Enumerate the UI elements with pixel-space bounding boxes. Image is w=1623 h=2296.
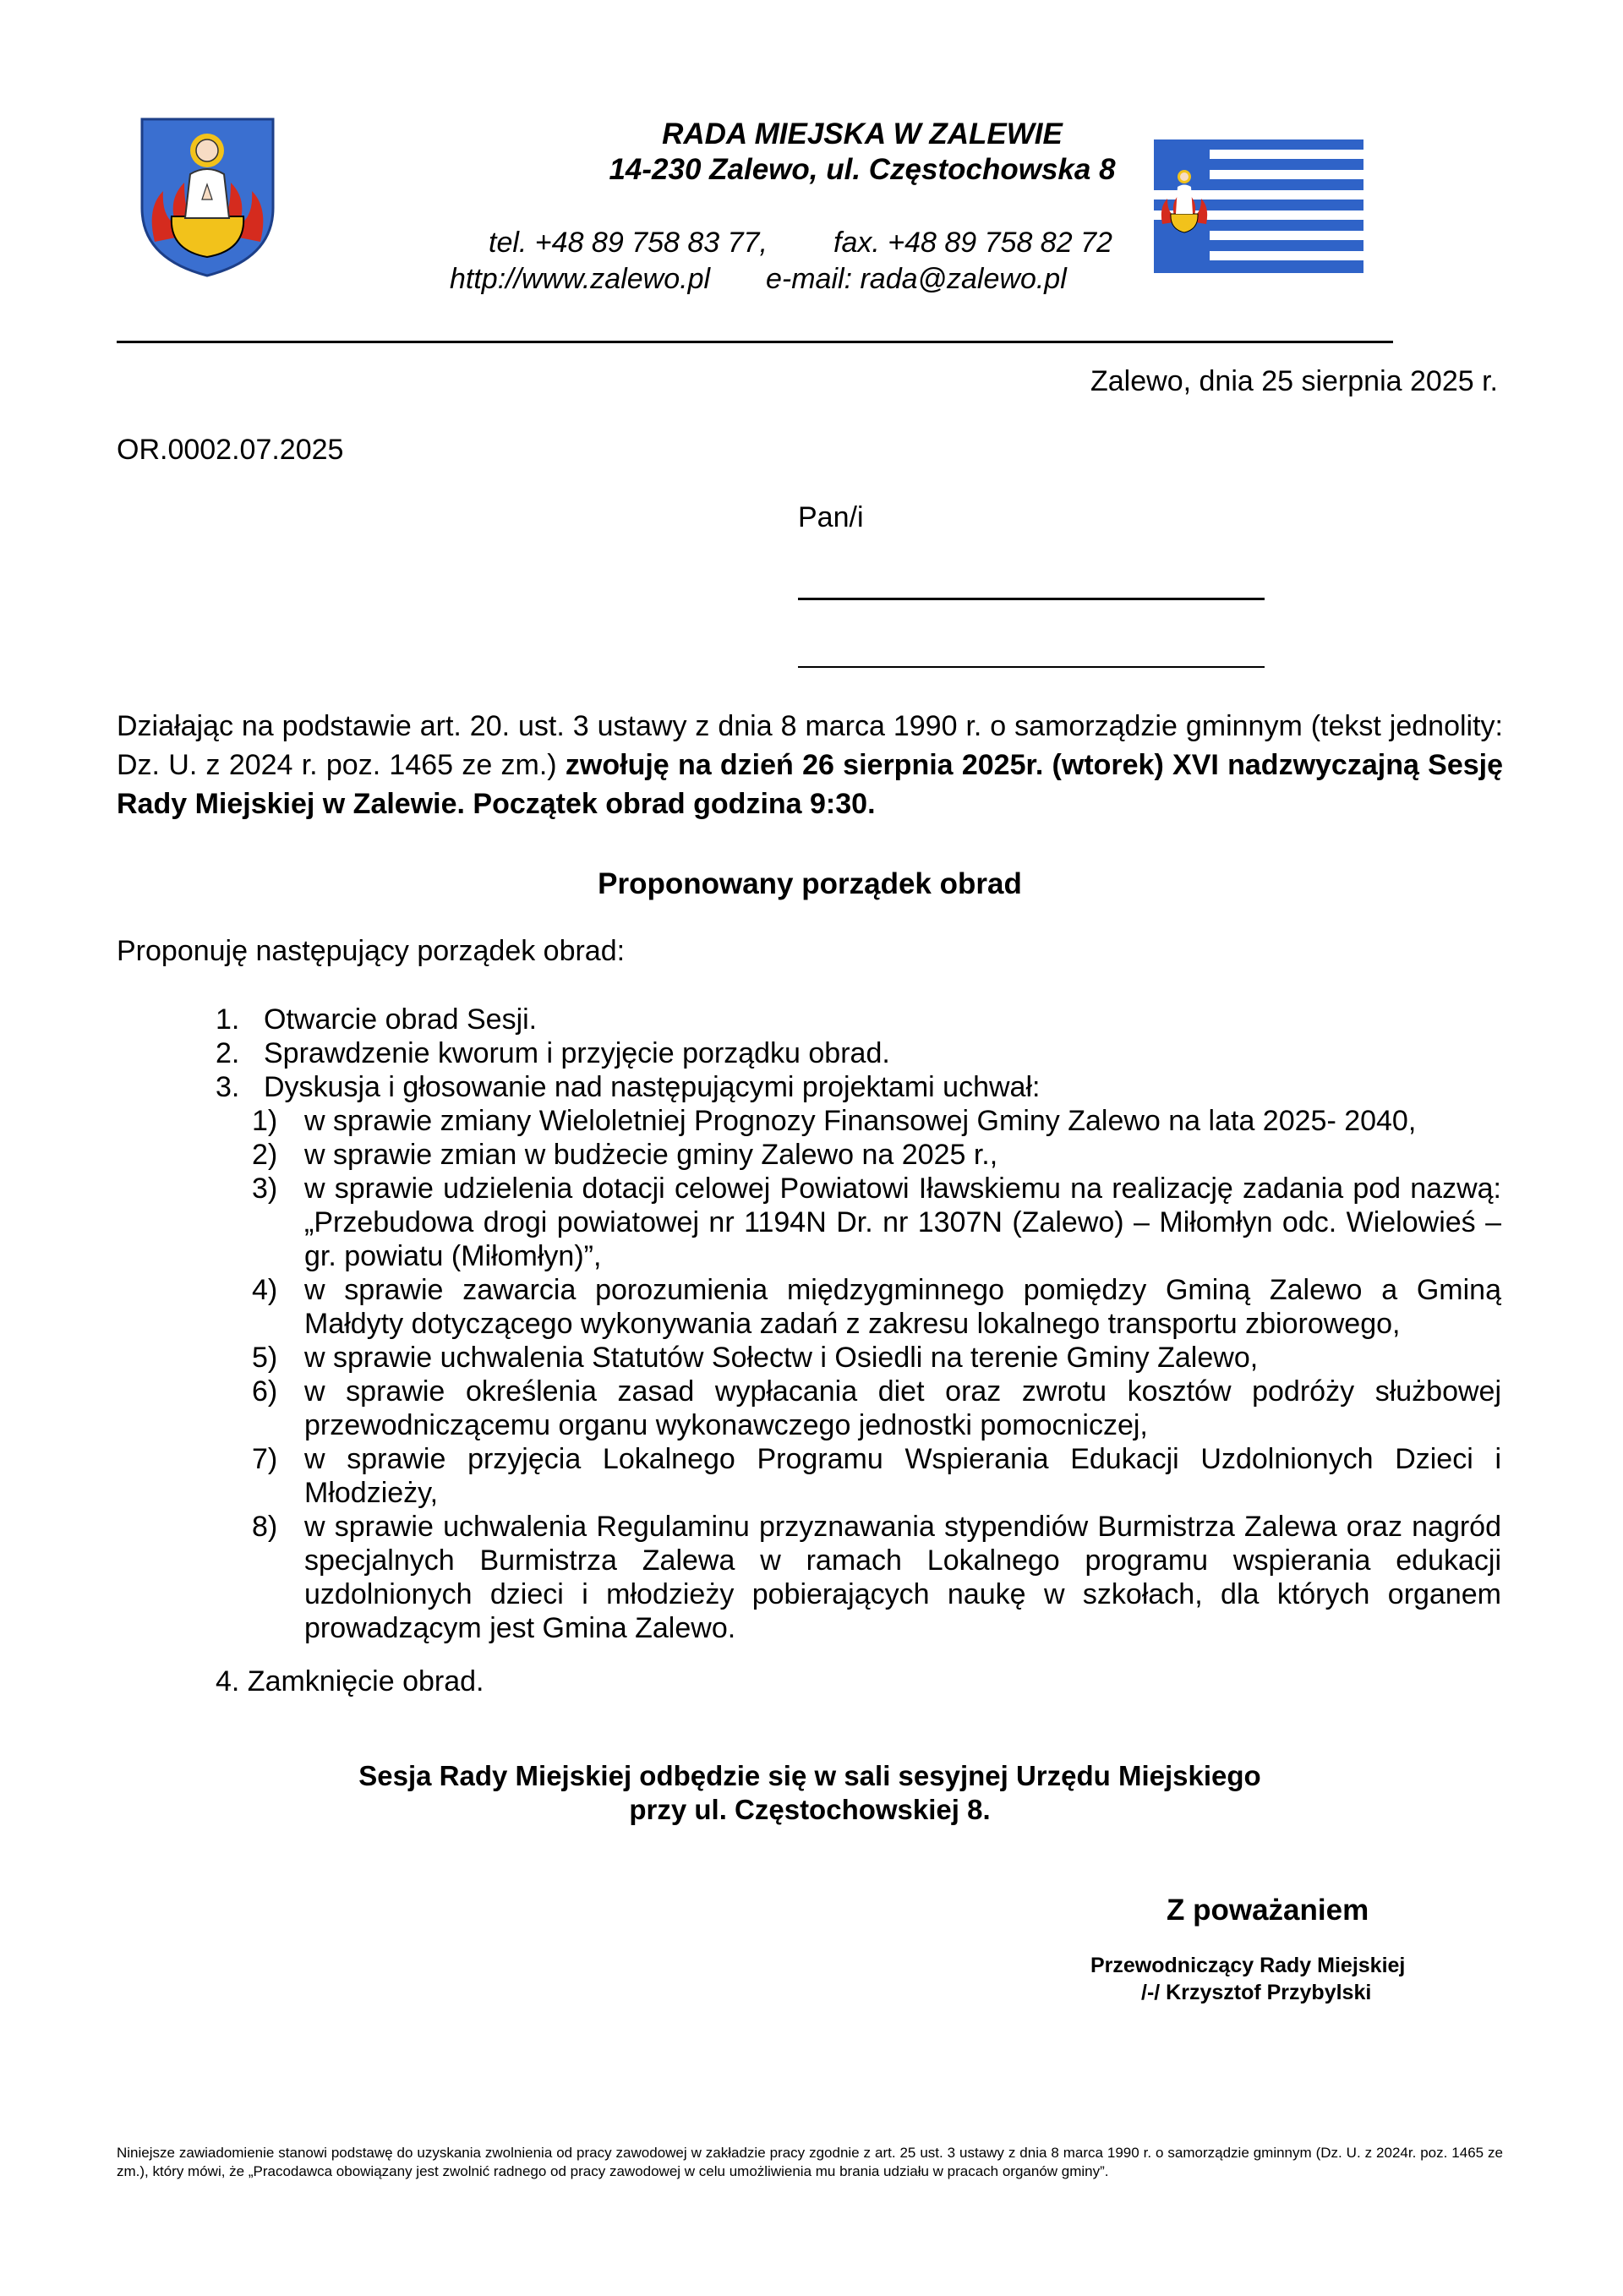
agenda-item-number: 1. [216, 1003, 240, 1036]
resolution-number: 1) [252, 1105, 278, 1137]
resolution-text: w sprawie zmian w budżecie gminy Zalewo na 2025 r., [304, 1139, 998, 1171]
recipient-name-line [798, 598, 1265, 600]
agenda-item-number: 3. [216, 1071, 240, 1103]
org-website-link[interactable]: http://www.zalewo.pl [450, 263, 711, 295]
resolution-number: 8) [252, 1511, 278, 1543]
resolution-text: w sprawie udzielenia dotacji celowej Powiatowi Iławskiemu na realizację zadania pod nazwą: [304, 1173, 1501, 1205]
reference-number: OR.0002.07.2025 [117, 434, 344, 466]
resolution-number: 2) [252, 1139, 278, 1171]
signatory-name: /-/ Krzysztof Przybylski [1141, 1981, 1372, 2004]
agenda-item-text: Sprawdzenie kworum i przyjęcie porządku obrad. [264, 1037, 890, 1069]
resolution-text: „Przebudowa drogi powiatowej nr 1194N Dr. nr 1307N (Zalewo) – Miłomłyn odc. Wielowieś – [304, 1206, 1501, 1238]
resolution-item [252, 1138, 1503, 1172]
org-email-link[interactable]: e-mail: rada@zalewo.pl [766, 263, 1067, 295]
intro-bold-text: zwołuję na dzień 26 sierpnia 2025r. (wtorek) XVI nadzwyczajną Sesję Rady Miejskiej w Zalewie. Początek obrad godzina 9:30. [117, 749, 1503, 820]
intro-text: Działając na podstawie art. 20. ust. 3 ustawy z dnia 8 marca 1990 r. o samorządzie gminnym (tekst jednolity: Dz. U. z 2024 r. poz. 1465 ze zm.) [117, 710, 1503, 781]
resolution-text: w sprawie zawarcia porozumienia międzygminnego pomiędzy Gminą Zalewo a Gminą [304, 1274, 1501, 1306]
resolution-item [252, 1375, 1503, 1442]
closing-regards: Z poważaniem [1167, 1894, 1369, 1927]
resolution-text: w sprawie określenia zasad wypłacania diet oraz zwrotu kosztów podróży służbowej [304, 1375, 1501, 1408]
agenda-item-text: Dyskusja i głosowanie nad następującymi projektami uchwał: [264, 1071, 1041, 1103]
resolution-item [252, 1172, 1503, 1273]
resolution-text: w sprawie uchwalenia Statutów Sołectw i Osiedli na terenie Gminy Zalewo, [304, 1342, 1259, 1374]
recipient-salutation: Pan/i [798, 501, 864, 533]
resolution-text: Małdyty dotyczącego wykonywania zadań z zakresu lokalnego transportu zbiorowego, [304, 1308, 1401, 1340]
venue-line-1: Sesja Rady Miejskiej odbędzie się w sali sesyjnej Urzędu Miejskiego [358, 1760, 1261, 1791]
org-fax: fax. +48 89 758 82 72 [833, 227, 1112, 259]
resolution-number: 3) [252, 1173, 278, 1205]
agenda-closing-item: 4. Zamknięcie obrad. [216, 1665, 484, 1697]
resolution-number: 4) [252, 1274, 278, 1306]
agenda-item [216, 1003, 239, 1036]
agenda-item [216, 1036, 239, 1070]
intro-paragraph [117, 707, 1503, 823]
resolution-item [252, 1104, 1503, 1138]
resolution-number: 7) [252, 1443, 278, 1475]
resolution-text: uzdolnionych dzieci i młodzieży pobierających naukę w szkołach, dla których organem [304, 1578, 1501, 1610]
agenda-title: Proponowany porządek obrad [598, 867, 1022, 900]
agenda-item-number: 2. [216, 1037, 240, 1069]
resolution-item [252, 1273, 1503, 1341]
agenda-item [216, 1070, 239, 1104]
resolution-item [252, 1341, 1503, 1375]
resolution-text: przewodniczącemu organu wykonawczego jednostki pomocniczej, [304, 1409, 1148, 1441]
resolution-text: specjalnych Burmistrza Zalewa w ramach Lokalnego programu wspierania edukacji [304, 1544, 1501, 1577]
resolution-number: 6) [252, 1375, 278, 1408]
org-phone: tel. +48 89 758 83 77, [489, 227, 768, 259]
org-name: RADA MIEJSKA W ZALEWIE [662, 118, 1063, 150]
footer-note: Niniejsze zawiadomienie stanowi podstawę do uzyskania zwolnienia od pracy zawodowej w zakładzie pracy zgodnie z art. 25 ust. 3 ustawy z dnia 8 marca 1990 r. o samorządzie gminnym (Dz. U. z 2024r. poz. 1465 ze zm.), który mówi, że „Pracodawca obowiązany jest zwolnić radnego od pracy zawodowej w celu umożliwienia mu brania udziału w pracach organów gminy”. [117, 2145, 1503, 2179]
resolution-text: Młodzieży, [304, 1477, 439, 1509]
resolution-text: gr. powiatu (Miłomłyn)”, [304, 1240, 602, 1272]
resolution-item [252, 1510, 1503, 1645]
header-divider [117, 341, 1393, 343]
resolution-text: w sprawie przyjęcia Lokalnego Programu Wspierania Edukacji Uzdolnionych Dzieci i [304, 1443, 1501, 1475]
coat-of-arms-icon [138, 115, 277, 280]
signatory-role: Przewodniczący Rady Miejskiej [1090, 1954, 1406, 1977]
resolution-text: w sprawie zmiany Wieloletniej Prognozy Finansowej Gminy Zalewo na lata 2025- 2040, [304, 1105, 1417, 1137]
agenda-lead: Proponuję następujący porządek obrad: [117, 935, 626, 967]
recipient-address-line [798, 666, 1265, 668]
resolution-text: w sprawie uchwalenia Regulaminu przyznawania stypendiów Burmistrza Zalewa oraz nagród [304, 1511, 1501, 1543]
venue-line-2: przy ul. Częstochowskiej 8. [629, 1794, 991, 1825]
resolution-text: prowadzącym jest Gmina Zalewo. [304, 1612, 736, 1644]
resolution-number: 5) [252, 1342, 278, 1374]
org-address: 14-230 Zalewo, ul. Częstochowska 8 [609, 153, 1116, 186]
flag-icon [1154, 139, 1363, 273]
resolution-item [252, 1442, 1503, 1510]
letter-date: Zalewo, dnia 25 sierpnia 2025 r. [1090, 365, 1498, 397]
agenda-item-text: Otwarcie obrad Sesji. [264, 1003, 538, 1036]
